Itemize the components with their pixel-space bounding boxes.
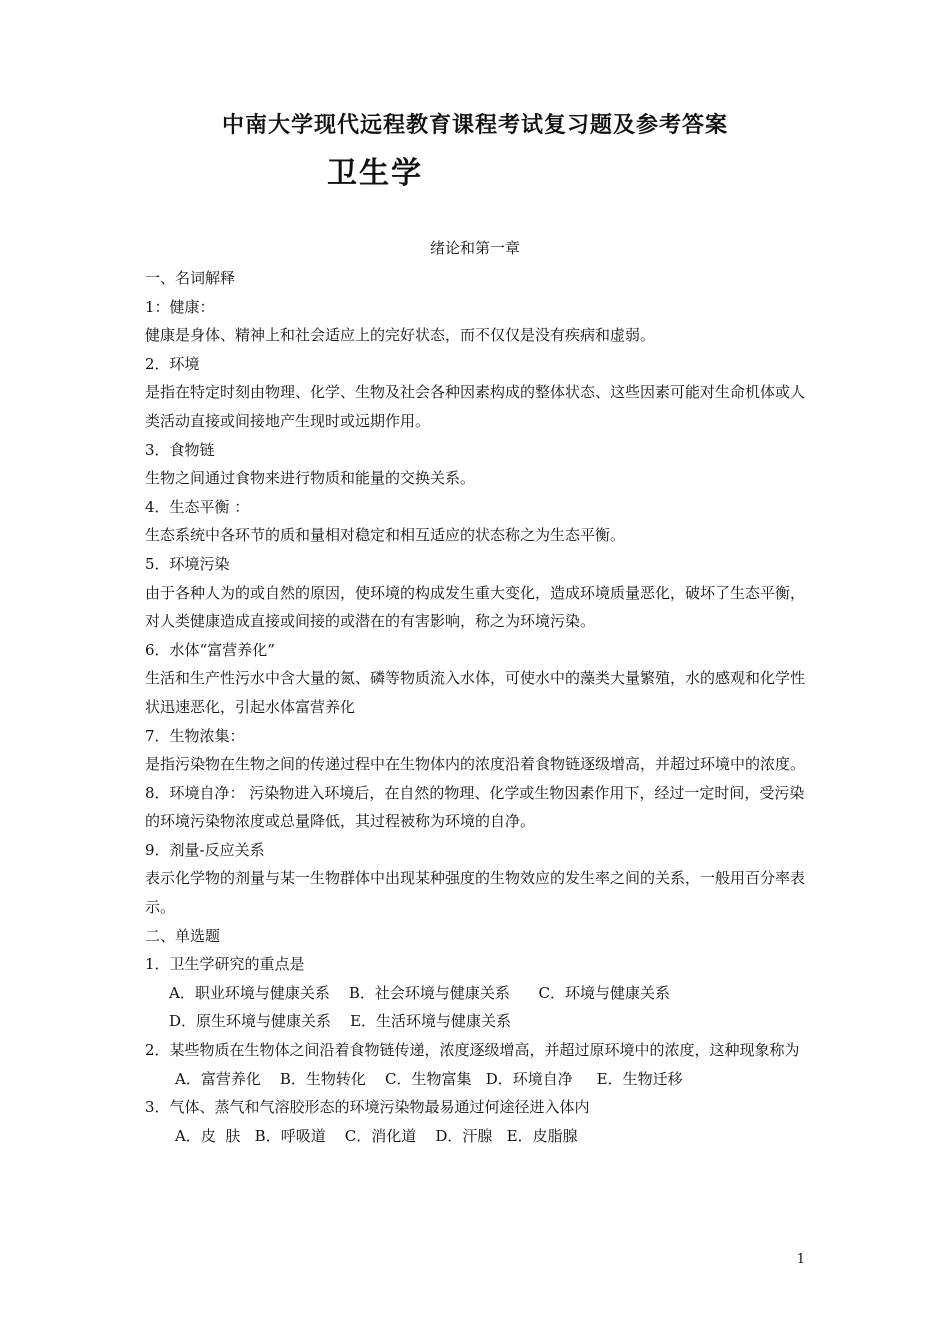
term-heading: 5．环境污染 — [145, 554, 230, 573]
question-stem: 2．某些物质在生物体之间沿着食物链传递，浓度逐级增高，并超过原环境中的浓度，这种现象称为 — [145, 1041, 800, 1060]
term-heading: 1：健康： — [145, 297, 215, 316]
section-heading: 二、单选题 — [145, 926, 221, 945]
term-heading: 9．剂量-反应关系 — [145, 840, 265, 859]
term-definition: 生物之间通过食物来进行物质和能量的交换关系。 — [145, 469, 476, 488]
term-heading: 4．生态平衡 ： — [145, 497, 250, 516]
term-heading: 6．水体“富营养化” — [145, 640, 275, 659]
term-definition: 生态系统中各环节的质和量相对稳定和相互适应的状态称之为生态平衡。 — [145, 526, 626, 545]
term-heading: 7．生物浓集： — [145, 726, 245, 745]
term-definition: 健康是身体、精神上和社会适应上的完好状态，而不仅仅是没有疾病和虚弱。 — [145, 326, 656, 345]
subject-title: 卫生学 — [327, 156, 423, 191]
term-heading: 2．环境 — [145, 354, 200, 373]
question-options: D．原生环境与健康关系 E．生活环境与健康关系 — [169, 1012, 512, 1031]
term-definition: 是指污染物在生物之间的传递过程中在生物体内的浓度沿着食物链逐级增高，并超过环境中的浓度。 — [145, 755, 806, 774]
question-stem: 3．气体、蒸气和气溶胶形态的环境污染物最易通过何途径进入体内 — [145, 1098, 590, 1117]
term-definition: 8．环境自净： 污染物进入环境后，在自然的物理、化学或生物因素作用下，经过一定时间，受污染的环境污染物浓度或总量降低，其过程被称为环境的自净。 — [145, 783, 805, 831]
document-title: 中南大学现代远程教育课程考试复习题及参考答案 — [221, 112, 728, 138]
section-heading: 一、名词解释 — [145, 269, 236, 287]
chapter-heading: 绪论和第一章 — [429, 239, 520, 257]
term-heading: 3．食物链 — [145, 440, 215, 459]
term-definition: 由于各种人为的或自然的原因，使环境的构成发生重大变化，造成环境质量恶化，破坏了生态平衡，对人类健康造成直接或间接的或潜在的有害影响，称之为环境污染。 — [145, 583, 806, 631]
question-options: A．职业环境与健康关系 B．社会环境与健康关系 C．环境与健康关系 — [169, 983, 671, 1002]
question-stem: 1．卫生学研究的重点是 — [145, 955, 305, 974]
question-options: A．皮 肤 B．呼吸道 C．消化道 D．汗腺 E．皮脂腺 — [175, 1126, 578, 1145]
page-number: 1 — [796, 1252, 805, 1267]
term-definition: 表示化学物的剂量与某一生物群体中出现某种强度的生物效应的发生率之间的关系，一般用百分率表示。 — [145, 869, 806, 917]
body-text — [145, 264, 810, 1150]
term-definition: 是指在特定时刻由物理、化学、生物及社会各种因素构成的整体状态、这些因素可能对生命机体或人类活动直接或间接地产生现时或远期作用。 — [145, 383, 806, 430]
term-definition: 生活和生产性污水中含大量的氮、磷等物质流入水体，可使水中的藻类大量繁殖，水的感观和化学性状迅速恶化，引起水体富营养化 — [145, 669, 806, 716]
question-options: A．富营养化 B．生物转化 C．生物富集 D．环境自净 E．生物迁移 — [175, 1069, 683, 1088]
